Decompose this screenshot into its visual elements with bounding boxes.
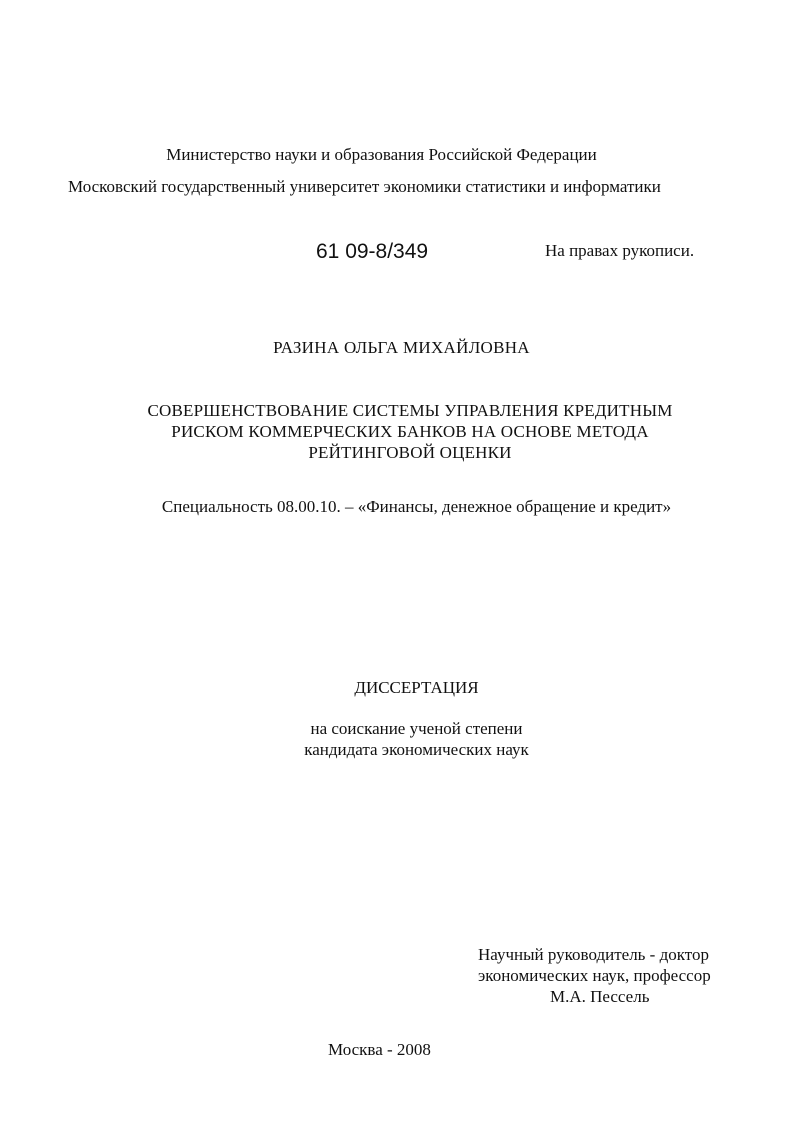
manuscript-rights: На правах рукописи. [545,241,695,260]
degree-block [20,718,793,760]
degree-line: кандидата экономических наук [304,740,529,759]
supervisor-line: Научный руководитель - доктор [478,945,709,964]
ministry-line: Министерство науки и образования Российской Федерации [166,145,597,164]
thesis-title [110,400,710,463]
document-type: ДИССЕРТАЦИЯ [354,678,479,697]
supervisor-block [470,944,745,1007]
specialty-line: Специальность 08.00.10. – «Финансы, денежное обращение и кредит» [161,497,672,516]
thesis-title-line: СОВЕРШЕНСТВОВАНИЕ СИСТЕМЫ УПРАВЛЕНИЯ КРЕДИТНЫМ [147,401,673,420]
degree-line: на соискание ученой степени [310,719,523,738]
registration-code: 61 09-8/349 [316,240,429,263]
thesis-title-line: РЕЙТИНГОВОЙ ОЦЕНКИ [308,443,512,462]
supervisor-name: М.А. Пессель [550,987,650,1006]
city-year: Москва - 2008 [328,1040,431,1059]
thesis-title-line: РИСКОМ КОММЕРЧЕСКИХ БАНКОВ НА ОСНОВЕ МЕТОДА [171,422,649,441]
university-line: Московский государственный университет экономики статистики и информатики [68,177,661,196]
author-name: РАЗИНА ОЛЬГА МИХАЙЛОВНА [273,338,530,357]
supervisor-line: экономических наук, профессор [478,966,711,985]
